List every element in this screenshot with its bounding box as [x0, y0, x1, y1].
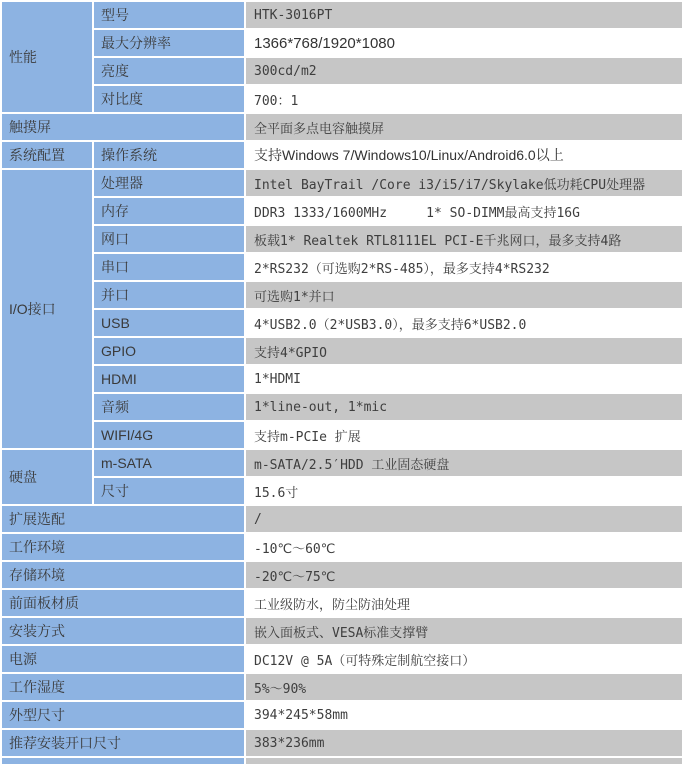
section-label: 扩展选配 — [2, 506, 244, 532]
spec-label: 亮度 — [94, 58, 244, 84]
spec-label: 音频 — [94, 394, 244, 420]
spec-label: WIFI/4G — [94, 422, 244, 448]
section-label: 前面板材质 — [2, 590, 244, 616]
spec-value: 可选购1*并口 — [246, 282, 682, 308]
spec-row — [2, 254, 682, 280]
spec-value: -10℃～60℃ — [246, 534, 682, 560]
spec-row — [2, 562, 682, 588]
spec-row — [2, 590, 682, 616]
spec-value: m-SATA/2.5′HDD 工业固态硬盘 — [246, 450, 682, 476]
spec-label: 尺寸 — [94, 478, 244, 504]
spec-row — [2, 198, 682, 224]
spec-label: 最大分辨率 — [94, 30, 244, 56]
spec-value: 383*236mm — [246, 730, 682, 756]
spec-label: HDMI — [94, 366, 244, 392]
spec-label: m-SATA — [94, 450, 244, 476]
spec-label: 对比度 — [94, 86, 244, 112]
spec-row — [2, 338, 682, 364]
spec-row — [2, 478, 682, 504]
spec-value: 5%～90% — [246, 674, 682, 700]
spec-row — [2, 534, 682, 560]
spec-row — [2, 30, 682, 56]
section-label: 工作环境 — [2, 534, 244, 560]
spec-row — [2, 646, 682, 672]
spec-row — [2, 226, 682, 252]
spec-label: 处理器 — [94, 170, 244, 196]
spec-value: 支持4*GPIO — [246, 338, 682, 364]
spec-value: 嵌入面板式、VESA标准支撑臂 — [246, 618, 682, 644]
spec-value: 1*HDMI — [246, 366, 682, 392]
spec-row — [2, 58, 682, 84]
spec-row — [2, 422, 682, 448]
spec-value: -20℃～75℃ — [246, 562, 682, 588]
spec-value: 2*RS232（可选购2*RS-485），最多支持4*RS232 — [246, 254, 682, 280]
section-label: 电源 — [2, 646, 244, 672]
spec-label: 并口 — [94, 282, 244, 308]
section-label: I/O接口 — [2, 170, 92, 448]
spec-value — [246, 758, 682, 764]
spec-value: DDR3 1333/1600MHz 1* SO-DIMM最高支持16G — [246, 198, 682, 224]
spec-row — [2, 142, 682, 168]
section-label: 推荐安装开口尺寸 — [2, 730, 244, 756]
spec-label: 型号 — [94, 2, 244, 28]
spec-value: 工业级防水，防尘防油处理 — [246, 590, 682, 616]
spec-label: 网口 — [94, 226, 244, 252]
section-label: 系统配置 — [2, 142, 92, 168]
spec-value: 全平面多点电容触摸屏 — [246, 114, 682, 140]
spec-value: 15.6寸 — [246, 478, 682, 504]
spec-row — [2, 702, 682, 728]
section-label: 硬盘 — [2, 450, 92, 504]
section-label — [2, 758, 244, 764]
spec-row — [2, 170, 682, 196]
spec-label: 串口 — [94, 254, 244, 280]
spec-row — [2, 506, 682, 532]
spec-value: DC12V @ 5A（可特殊定制航空接口） — [246, 646, 682, 672]
spec-row — [2, 618, 682, 644]
spec-value: 1366*768/1920*1080 — [246, 30, 682, 56]
spec-value: 394*245*58mm — [246, 702, 682, 728]
spec-label: 操作系统 — [94, 142, 244, 168]
spec-row — [2, 674, 682, 700]
spec-value: / — [246, 506, 682, 532]
spec-row — [2, 282, 682, 308]
spec-value: 4*USB2.0（2*USB3.0），最多支持6*USB2.0 — [246, 310, 682, 336]
spec-row — [2, 114, 682, 140]
spec-value: 700：1 — [246, 86, 682, 112]
spec-row — [2, 366, 682, 392]
spec-value: 支持Windows 7/Windows10/Linux/Android6.0以上 — [246, 142, 682, 168]
spec-row-cutoff — [2, 758, 682, 764]
spec-row — [2, 730, 682, 756]
section-label: 安装方式 — [2, 618, 244, 644]
section-label: 存储环境 — [2, 562, 244, 588]
spec-label: USB — [94, 310, 244, 336]
spec-row — [2, 450, 682, 476]
spec-value: 300cd/m2 — [246, 58, 682, 84]
spec-value: Intel BayTrail /Core i3/i5/i7/Skylake低功耗CPU处理器 — [246, 170, 682, 196]
section-label: 工作湿度 — [2, 674, 244, 700]
section-label: 外型尺寸 — [2, 702, 244, 728]
spec-value: HTK-3016PT — [246, 2, 682, 28]
section-label: 性能 — [2, 2, 92, 112]
spec-value: 1*line-out, 1*mic — [246, 394, 682, 420]
spec-value: 支持m-PCIe 扩展 — [246, 422, 682, 448]
spec-label: GPIO — [94, 338, 244, 364]
spec-row — [2, 2, 682, 28]
spec-row — [2, 310, 682, 336]
spec-value: 板载1* Realtek RTL8111EL PCI-E千兆网口，最多支持4路 — [246, 226, 682, 252]
spec-label: 内存 — [94, 198, 244, 224]
section-label: 触摸屏 — [2, 114, 244, 140]
spec-row — [2, 394, 682, 420]
spec-row — [2, 86, 682, 112]
